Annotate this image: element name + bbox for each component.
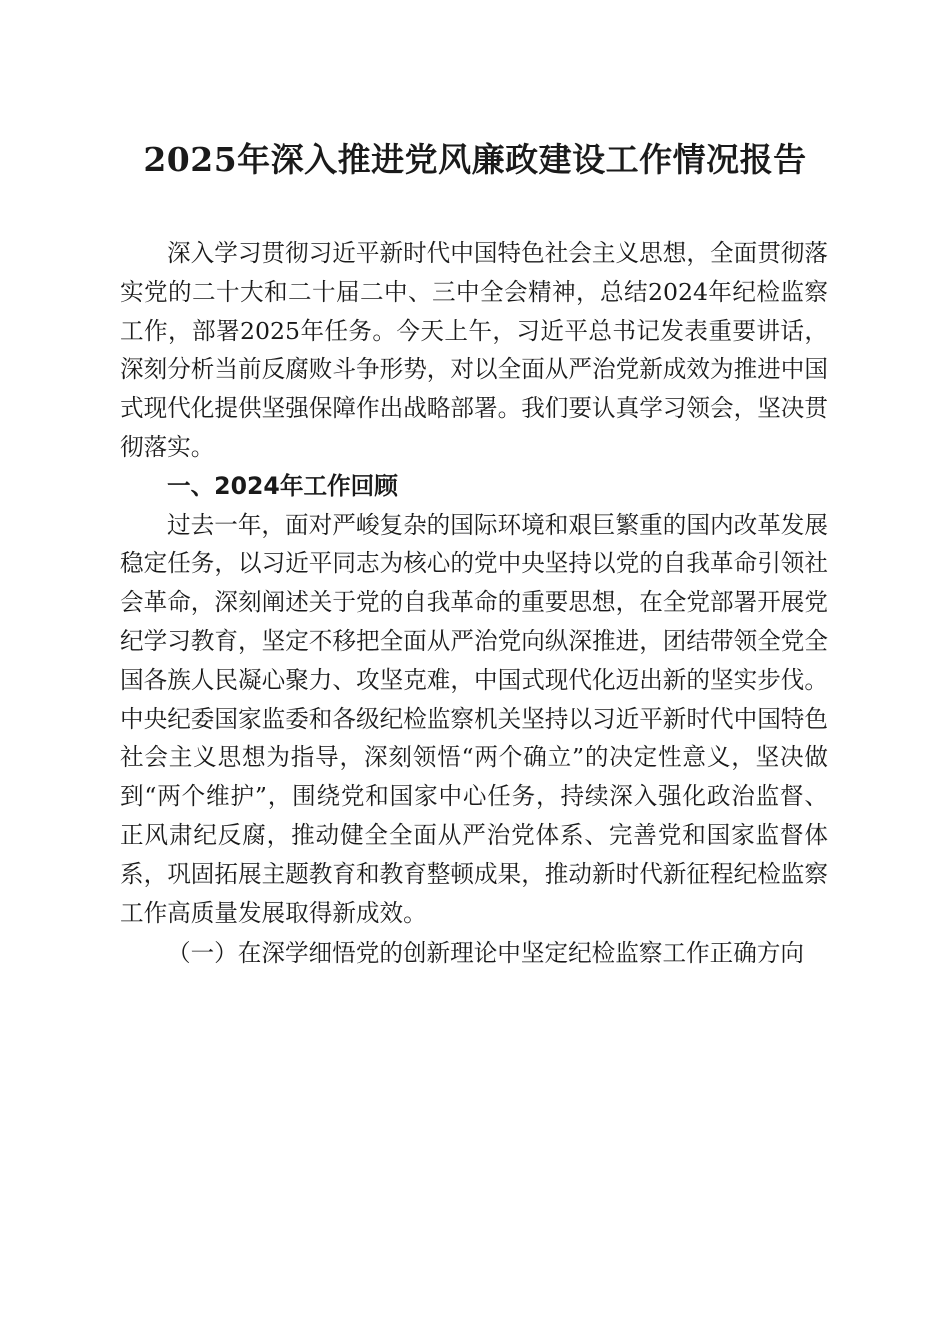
section-1-paragraph: 过去一年，面对严峻复杂的国际环境和艰巨繁重的国内改革发展稳定任务，以习近平同志为核心的党中央坚持以党的自我革命引领社会革命，深刻阐述关于党的自我革命的重要思想，在全党部署开展党纪学习教育，坚定不移把全面从严治党向纵深推进，团结带领全党全国各族人民凝心聚力、攻坚克难，中国式现代化迈出新的坚实步伐。中央纪委国家监委和各级纪检监察机关坚持以习近平新时代中国特色社会主义思想为指导，深刻领悟“两个确立”的决定性意义，坚决做到“两个维护”，围绕党和国家中心任务，持续深入强化政治监督、正风肃纪反腐，推动健全全面从严治党体系、完善党和国家监督体系，巩固拓展主题教育和教育整顿成果，推动新时代新征程纪检监察工作高质量发展取得新成效。	[120, 510, 828, 927]
document-body	[120, 234, 828, 975]
subsection-heading-1: （一）在深学细悟党的创新理论中坚定纪检监察工作正确方向	[167, 939, 805, 968]
section-heading-1: 一、2024年工作回顾	[167, 471, 398, 500]
document-title: 2025年深入推进党风廉政建设工作情况报告	[143, 140, 807, 179]
intro-paragraph: 深入学习贯彻习近平新时代中国特色社会主义思想，全面贯彻落实党的二十大和二十届二中、三中全会精神，总结2024年纪检监察工作，部署2025年任务。今天上午，习近平总书记发表重要讲话，深刻分析当前反腐败斗争形势，对以全面从严治党新成效为推进中国式现代化提供坚强保障作出战略部署。我们要认真学习领会，坚决贯彻落实。	[120, 239, 828, 461]
